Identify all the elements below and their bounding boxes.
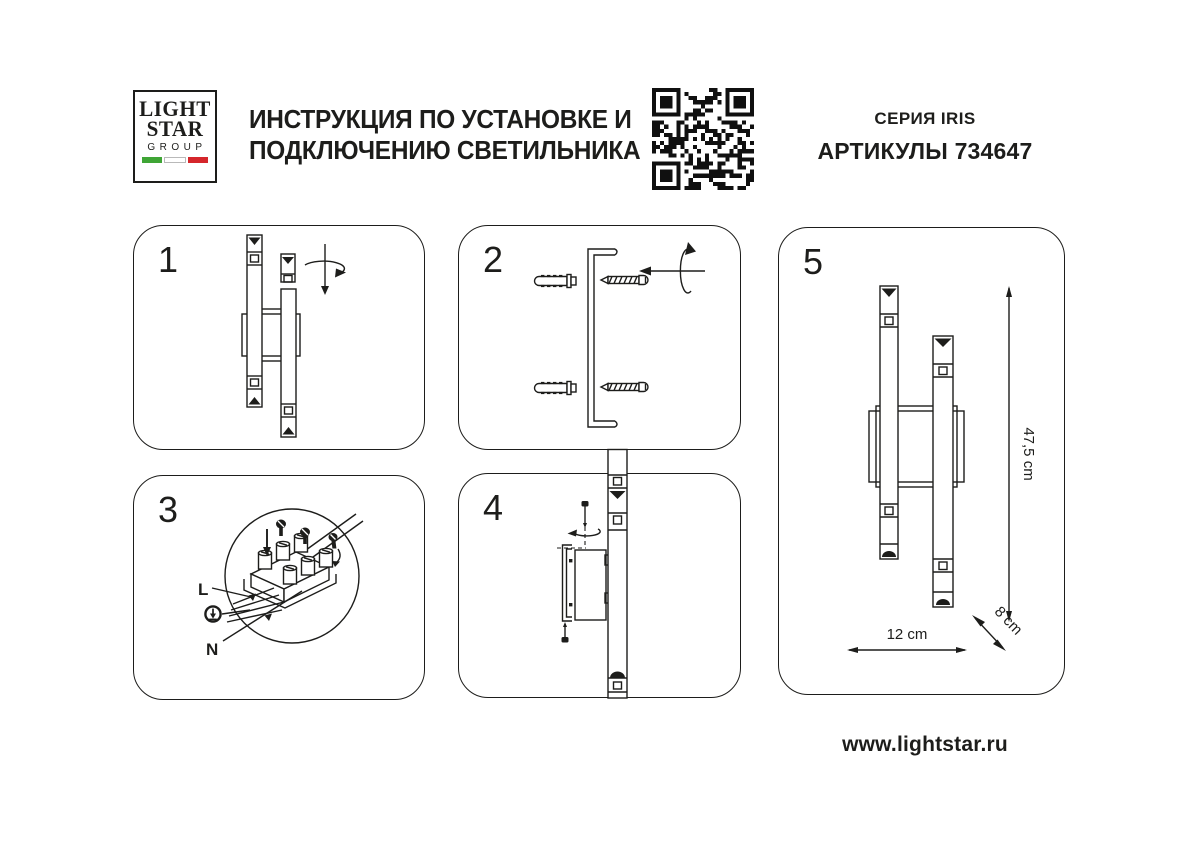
fixing-screw-bottom: [562, 622, 569, 643]
logo-star: STAR: [146, 116, 204, 141]
step-5-panel: [778, 227, 1065, 695]
step-3-diagram: [132, 474, 424, 699]
step-1-diagram: [132, 224, 424, 449]
left-tube: [247, 235, 262, 407]
right-tube: [933, 336, 953, 607]
qr-code-icon: [652, 88, 754, 190]
step-5-number: 5: [803, 241, 824, 282]
wall-plug: [535, 382, 577, 395]
step-1-number: 1: [158, 239, 179, 280]
logo-group: GROUP: [147, 142, 207, 153]
product-info: [798, 109, 1052, 165]
height-dimension: [1006, 286, 1037, 622]
articul-label: АРТИКУЛЫ 734647: [817, 138, 1033, 164]
lamp-tube-side: [608, 450, 627, 699]
height-label: 47,5 cm: [1020, 427, 1038, 482]
step-4-diagram: [458, 435, 741, 705]
width-label: 12 cm: [886, 626, 928, 644]
wall-bracket-side: [563, 545, 573, 621]
page-title: [249, 104, 640, 166]
neutral-label: N: [206, 640, 219, 660]
italian-flag-icon: [135, 157, 215, 163]
step-2-number: 2: [483, 239, 504, 280]
title-line-2: ПОДКЛЮЧЕНИЮ СВЕТИЛЬНИКА: [249, 135, 641, 165]
step-1-panel: [133, 225, 425, 450]
depth-label: 8 cm: [991, 603, 1027, 639]
step-2-diagram: [457, 224, 740, 449]
step-2-panel: [458, 225, 741, 450]
width-dimension: [847, 626, 967, 653]
lightstar-logo: [133, 90, 217, 183]
logo-light: LIGHT: [139, 96, 211, 121]
wall-bracket: [588, 249, 617, 427]
website-url: www.lightstar.ru: [842, 733, 1008, 756]
step-5-diagram: [777, 226, 1064, 694]
title-line-1: ИНСТРУКЦИЯ ПО УСТАНОВКЕ И: [249, 104, 632, 134]
lamp-back-box: [575, 550, 606, 620]
earth-ground-icon: [206, 607, 221, 622]
left-tube: [880, 286, 898, 559]
step-3-number: 3: [158, 489, 179, 530]
rotate-arrow-icon: [305, 244, 346, 295]
mounting-screw: [601, 383, 648, 392]
wall-plug: [535, 275, 577, 288]
step-4-number: 4: [483, 487, 504, 528]
detached-cap: [281, 254, 295, 282]
depth-dimension: [972, 604, 1026, 652]
step-3-panel: [133, 475, 425, 700]
mounting-screw: [601, 276, 648, 285]
right-tube: [281, 289, 296, 437]
rotate-arrow-icon: [639, 242, 705, 293]
fixing-screw-top: [568, 501, 601, 537]
series-label: СЕРИЯ IRIS: [874, 109, 976, 128]
live-label: L: [198, 580, 209, 600]
